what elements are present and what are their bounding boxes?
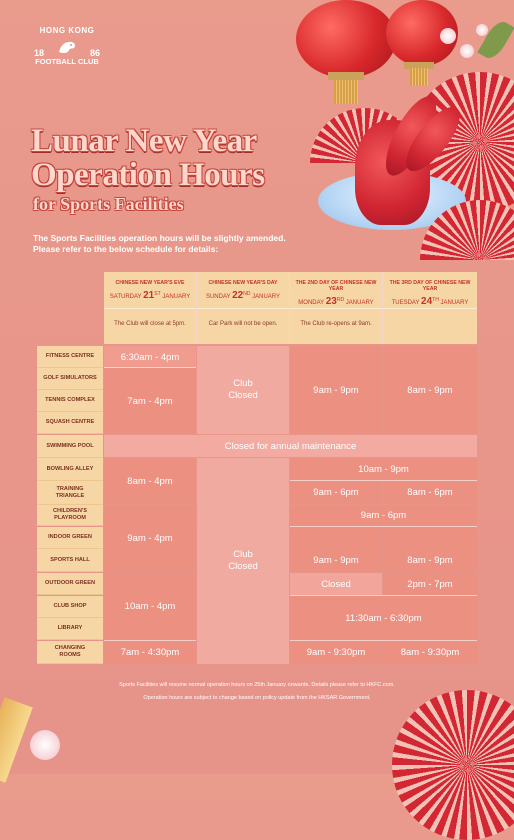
header-separator	[196, 272, 197, 344]
facility-label: CLUB SHOP	[37, 596, 103, 618]
logo-bottom-text: FOOTBALL CLUB	[35, 57, 99, 66]
day-month: JANUARY	[345, 300, 374, 306]
lantern-cap	[328, 72, 364, 80]
day-note: The Club re-opens at 9am.	[300, 321, 372, 327]
day-suffix: RD	[336, 297, 345, 303]
day-header-2	[197, 272, 289, 344]
day-number: 23	[325, 296, 337, 307]
facility-label: SQUASH CENTRE	[37, 412, 103, 434]
cell-training-d3: 9am - 6pm	[290, 481, 382, 504]
facility-label: TENNIS COMPLEX	[37, 390, 103, 412]
header-separator	[382, 272, 383, 344]
lion-crest-icon	[56, 36, 78, 58]
facility-label: CHILDREN'S PLAYROOM	[37, 505, 103, 526]
facility-label: OUTDOOR GREEN	[37, 573, 103, 595]
cell-outdoor-d3: Closed	[290, 573, 382, 595]
day-month: JANUARY	[252, 294, 281, 300]
cell-indoor-sports-d4: 8am - 9pm	[383, 527, 477, 572]
cell-shop-library-d34: 11:30am - 6:30pm	[290, 596, 477, 640]
day-header-top	[104, 272, 196, 309]
day-number: 21	[143, 290, 155, 301]
grid-line	[290, 640, 477, 641]
facility-label: BOWLING ALLEY	[37, 458, 103, 481]
cell-top-d4: 8am - 9pm	[383, 346, 477, 434]
title-line-1: Lunar New Year	[31, 123, 257, 159]
grid-line	[104, 367, 196, 368]
logo-top-text: HONG KONG	[39, 26, 95, 35]
blossom-icon-bottom	[30, 730, 60, 760]
grid-line	[290, 595, 477, 596]
cell-indoor-sports-d3: 9am - 9pm	[290, 527, 382, 572]
cell-club-closed-bottom	[197, 458, 289, 664]
day-month: JANUARY	[162, 294, 191, 300]
day-date	[197, 290, 289, 301]
grid-line	[104, 640, 196, 641]
day-header-top	[383, 272, 477, 309]
title-line-2: Operation Hours	[31, 157, 265, 193]
day-name: CHINESE NEW YEAR'S EVE	[115, 280, 185, 286]
day-number: 22	[232, 290, 244, 301]
logo-year-left: 18	[34, 48, 45, 58]
lantern-tassel	[334, 80, 358, 104]
day-weekday: SUNDAY	[205, 294, 231, 300]
footer-note-1: Sports Facilities will resume normal operation hours on 25th January onwards. Details please refer to HKFC.com.	[119, 682, 395, 688]
page-subtitle: for Sports Facilities	[33, 194, 184, 214]
facility-label: GOLF SIMULATORS	[37, 368, 103, 390]
day-header-1	[104, 272, 196, 344]
blossom-icon	[440, 28, 456, 44]
day-name: THE 3RD DAY OF CHINESE NEW YEAR	[389, 280, 471, 292]
grid-line	[290, 526, 477, 527]
day-month: JANUARY	[440, 300, 469, 306]
cell-swimming-closed: Closed for annual maintenance	[104, 435, 477, 457]
intro-text	[33, 233, 286, 255]
blossom-icon-2	[460, 44, 474, 58]
club-closed-top-text: Club Closed	[228, 378, 258, 401]
page-title	[31, 124, 265, 192]
day-note: The Club will close at 5pm.	[114, 321, 186, 327]
cell-bowling-training-d1: 8am - 4pm	[104, 458, 196, 504]
footer-note-2: Operation hours are subject to change based on policy update from the HKSAR Government.	[143, 695, 371, 701]
blossom-icon-3	[476, 24, 488, 36]
day-date	[290, 296, 382, 307]
day-header-4	[383, 272, 477, 344]
cell-changing-d4: 8am - 9:30pm	[383, 641, 477, 664]
facility-label: FITNESS CENTRE	[37, 346, 103, 368]
day-suffix: ND	[243, 291, 251, 297]
cell-indoor-sports-d1: 9am - 4pm	[104, 505, 196, 572]
cell-changing-d3: 9am - 9:30pm	[290, 641, 382, 664]
intro-line-2: Please refer to the below schedule for details:	[33, 244, 219, 254]
day-weekday: SATURDAY	[109, 294, 142, 300]
day-header-top	[197, 272, 289, 309]
day-header-top	[290, 272, 382, 309]
cell-outdoor-shop-library-d1: 10am - 4pm	[104, 573, 196, 640]
logo-year-right: 86	[89, 48, 100, 58]
facility-label: CHANGING ROOMS	[37, 641, 103, 664]
day-date	[383, 296, 477, 307]
red-fan-bottom-right	[392, 690, 514, 840]
intro-line-1: The Sports Facilities operation hours will be slightly amended.	[33, 233, 286, 243]
cell-top-d3: 9am - 9pm	[290, 346, 382, 434]
lantern-tassel-2	[410, 68, 428, 86]
cell-bowling-d34: 10am - 9pm	[290, 458, 477, 480]
grid-line	[290, 480, 477, 481]
facility-label: INDOOR GREEN	[37, 527, 103, 549]
day-suffix: TH	[432, 297, 439, 303]
club-closed-bottom-text: Club Closed	[228, 549, 258, 572]
day-number: 24	[421, 296, 433, 307]
club-logo[interactable]	[32, 26, 102, 82]
cell-changing-d1: 7am - 4:30pm	[104, 641, 196, 664]
gold-fan-bottom-left	[0, 697, 33, 782]
cell-outdoor-d4: 2pm - 7pm	[383, 573, 477, 595]
cell-club-closed-top	[197, 346, 289, 434]
header-separator	[289, 272, 290, 344]
cell-golf-tennis-squash-d1: 7am - 4pm	[104, 368, 196, 434]
day-note: Car Park will not be open.	[208, 321, 278, 327]
day-weekday: TUESDAY	[391, 300, 420, 306]
day-suffix: ST	[154, 291, 161, 297]
cell-training-d4: 8am - 6pm	[383, 481, 477, 504]
facility-label: SWIMMING POOL	[37, 435, 103, 458]
cell-playroom-d34: 9am - 6pm	[290, 505, 477, 526]
facility-label: LIBRARY	[37, 618, 103, 640]
cell-fitness-d1: 6:30am - 4pm	[104, 346, 196, 368]
lantern-icon	[296, 0, 396, 78]
day-name: THE 2ND DAY OF CHINESE NEW YEAR	[295, 280, 377, 292]
day-header-3	[290, 272, 382, 344]
day-note	[383, 309, 477, 321]
facility-label: TRAINING TRIANGLE	[37, 481, 103, 505]
day-weekday: MONDAY	[298, 300, 325, 306]
day-date	[104, 290, 196, 301]
facility-label: SPORTS HALL	[37, 549, 103, 572]
day-name: CHINESE NEW YEAR'S DAY	[208, 280, 278, 286]
